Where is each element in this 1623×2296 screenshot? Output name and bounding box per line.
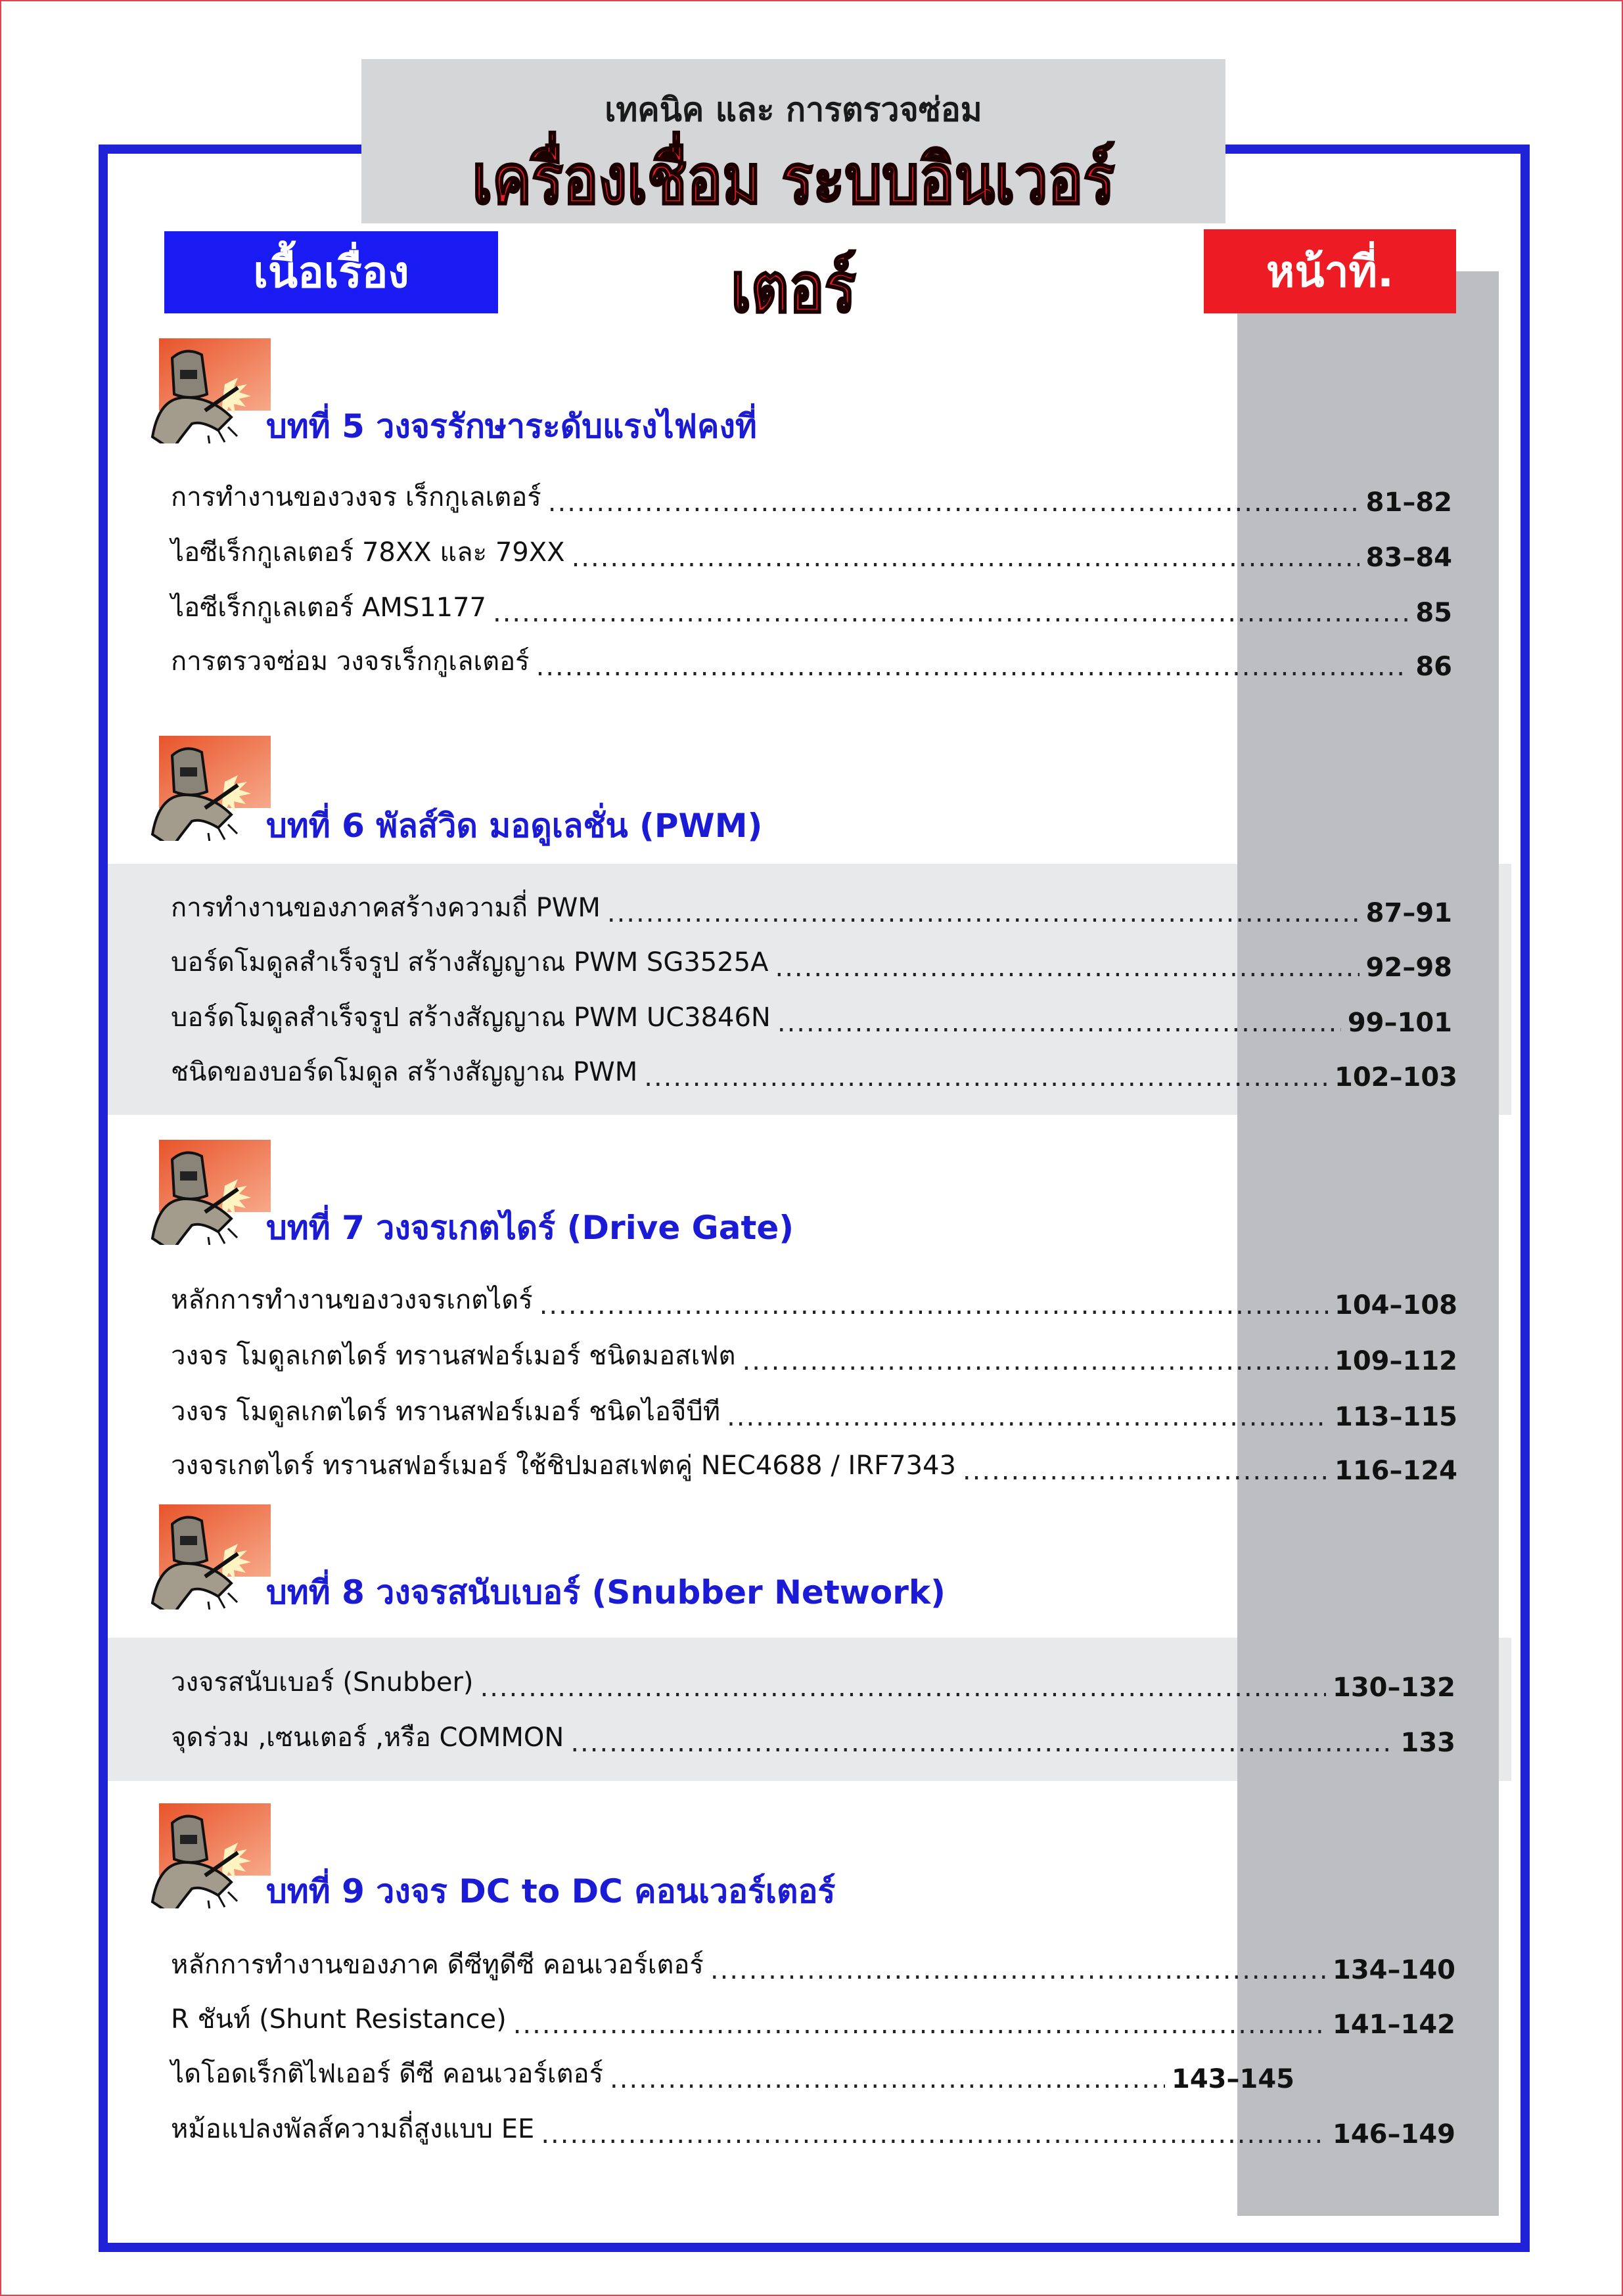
toc-entry[interactable] [171, 1281, 1457, 1320]
leader-dots [610, 2064, 1165, 2094]
toc-entry[interactable] [171, 478, 1452, 518]
book-subtitle: เทคนิค และ การตรวจซ่อม [605, 91, 982, 129]
toc-entry[interactable] [171, 1447, 1457, 1486]
book-title: เครื่องเชื่อม ระบบอินเวอร์เตอร์ [472, 139, 1115, 328]
toc-entry-text: หลักการทำงานของภาค ดีซีทูดีซี คอนเวอร์เตอร์ [171, 1950, 704, 1980]
title-banner [361, 59, 1225, 328]
toc-entry-page: 104–108 [1335, 1290, 1457, 1320]
leader-dots [572, 543, 1360, 573]
toc-entry[interactable] [171, 2055, 1294, 2094]
toc-entry[interactable] [171, 1946, 1455, 1985]
toc-entry-text: ชนิดของบอร์ดโมดูล สร้างสัญญาณ PWM [171, 1057, 638, 1087]
leader-dots [493, 598, 1409, 628]
toc-entry-text: วงจร โมดูลเกตไดร์ ทรานสฟอร์เมอร์ ชนิดมอสเฟต [171, 1341, 736, 1371]
page-header: หน้าที่. [1204, 229, 1456, 313]
toc-entry-page: 109–112 [1335, 1346, 1457, 1376]
toc-entry[interactable] [171, 2000, 1455, 2040]
toc-entry-page: 133 [1400, 1728, 1455, 1758]
toc-entry-page: 113–115 [1335, 1402, 1457, 1432]
welder-icon [146, 1803, 271, 1908]
leader-dots [548, 487, 1360, 518]
toc-entry-text: หม้อแปลงพัลส์ความถี่สูงแบบ EE [171, 2114, 535, 2144]
toc-entry[interactable] [171, 1663, 1455, 1703]
toc-entry-text: วงจรสนับเบอร์ (Snubber) [171, 1667, 474, 1698]
toc-entry-text: บอร์ดโมดูลสำเร็จรูป สร้างสัญญาณ PWM SG3525A [171, 947, 769, 978]
toc-entry-page: 85 [1415, 598, 1452, 628]
welder-icon [146, 1504, 271, 1609]
chapter-title: บทที่ 5 วงจรรักษาระดับแรงไฟคงที่ [266, 407, 757, 445]
toc-entry[interactable] [171, 1337, 1457, 1376]
toc-entry[interactable] [171, 889, 1452, 928]
leader-dots [539, 1290, 1328, 1320]
toc-entry-page: 146–149 [1333, 2119, 1455, 2150]
toc-entry-page: 102–103 [1335, 1062, 1457, 1092]
contents-header: เนื้อเรื่อง [164, 231, 498, 313]
toc-entry-page: 92–98 [1365, 953, 1452, 983]
welder-icon [146, 736, 271, 841]
leader-dots [570, 1728, 1394, 1758]
toc-entry-text: หลักการทำงานของวงจรเกตไดร์ [171, 1285, 533, 1315]
leader-dots [963, 1456, 1328, 1486]
toc-entry-text: ไอซีเร็กกูเลเตอร์ 78XX และ 79XX [171, 537, 565, 568]
leader-dots [777, 1008, 1341, 1038]
toc-entry-text: วงจรเกตไดร์ ทรานสฟอร์เมอร์ ใช้ชิปมอสเฟตคู่ NEC4688 / IRF7343 [171, 1451, 956, 1481]
chapter-title: บทที่ 7 วงจรเกตไดร์ (Drive Gate) [266, 1209, 794, 1247]
toc-entry-text: ไดโอดเร็กติไฟเออร์ ดีซี คอนเวอร์เตอร์ [171, 2059, 604, 2089]
toc-entry-text: R ชันท์ (Shunt Resistance) [171, 2004, 507, 2035]
chapter-title: บทที่ 6 พัลส์วิด มอดูเลชั่น (PWM) [266, 807, 763, 845]
welder-icon [146, 338, 271, 443]
toc-entry-page: 141–142 [1333, 2010, 1455, 2040]
toc-entry-text: บอร์ดโมดูลสำเร็จรูป สร้างสัญญาณ PWM UC3846N [171, 1002, 771, 1033]
leader-dots [541, 2119, 1326, 2150]
leader-dots [727, 1402, 1328, 1432]
toc-entry[interactable] [171, 589, 1452, 628]
leader-dots [710, 1955, 1326, 1985]
toc-entry[interactable] [171, 1719, 1455, 1758]
toc-entry[interactable] [171, 533, 1452, 573]
toc-entry-page: 116–124 [1335, 1456, 1457, 1486]
leader-dots [480, 1673, 1327, 1703]
toc-entry-text: ไอซีเร็กกูเลเตอร์ AMS1177 [171, 593, 486, 623]
toc-entry-page: 86 [1415, 652, 1452, 682]
leader-dots [644, 1062, 1328, 1092]
toc-entry[interactable] [171, 2110, 1455, 2150]
toc-entry[interactable] [171, 1053, 1457, 1092]
toc-entry-page: 130–132 [1333, 1673, 1455, 1703]
leader-dots [607, 898, 1360, 928]
toc-entry-text: วงจร โมดูลเกตไดร์ ทรานสฟอร์เมอร์ ชนิดไอจีบีที [171, 1397, 721, 1427]
chapter-title: บทที่ 8 วงจรสนับเบอร์ (Snubber Network) [266, 1573, 946, 1611]
chapter-title: บทที่ 9 วงจร DC to DC คอนเวอร์เตอร์ [266, 1872, 836, 1910]
toc-entry-page: 83–84 [1365, 543, 1452, 573]
toc-entry-page: 81–82 [1365, 487, 1452, 518]
leader-dots [775, 953, 1359, 983]
toc-entry[interactable] [171, 1393, 1457, 1432]
toc-entry-text: การทำงานของวงจร เร็กกูเลเตอร์ [171, 482, 541, 512]
content-frame [99, 145, 1530, 2252]
leader-dots [743, 1346, 1328, 1376]
toc-entry-text: จุดร่วม ,เซนเตอร์ ,หรือ COMMON [171, 1722, 564, 1753]
toc-entry[interactable] [171, 642, 1452, 682]
toc-entry-page: 99–101 [1347, 1008, 1452, 1038]
toc-entry-page: 143–145 [1172, 2064, 1294, 2094]
toc-entry-page: 87–91 [1365, 898, 1452, 928]
toc-entry[interactable] [171, 999, 1452, 1038]
welder-icon [146, 1140, 271, 1245]
leader-dots [513, 2010, 1326, 2040]
toc-entry-page: 134–140 [1333, 1955, 1455, 1985]
toc-entry-text: การตรวจซ่อม วงจรเร็กกูเลเตอร์ [171, 646, 530, 677]
toc-entry[interactable] [171, 943, 1452, 983]
leader-dots [536, 652, 1409, 682]
toc-entry-text: การทำงานของภาคสร้างความถี่ PWM [171, 893, 601, 923]
